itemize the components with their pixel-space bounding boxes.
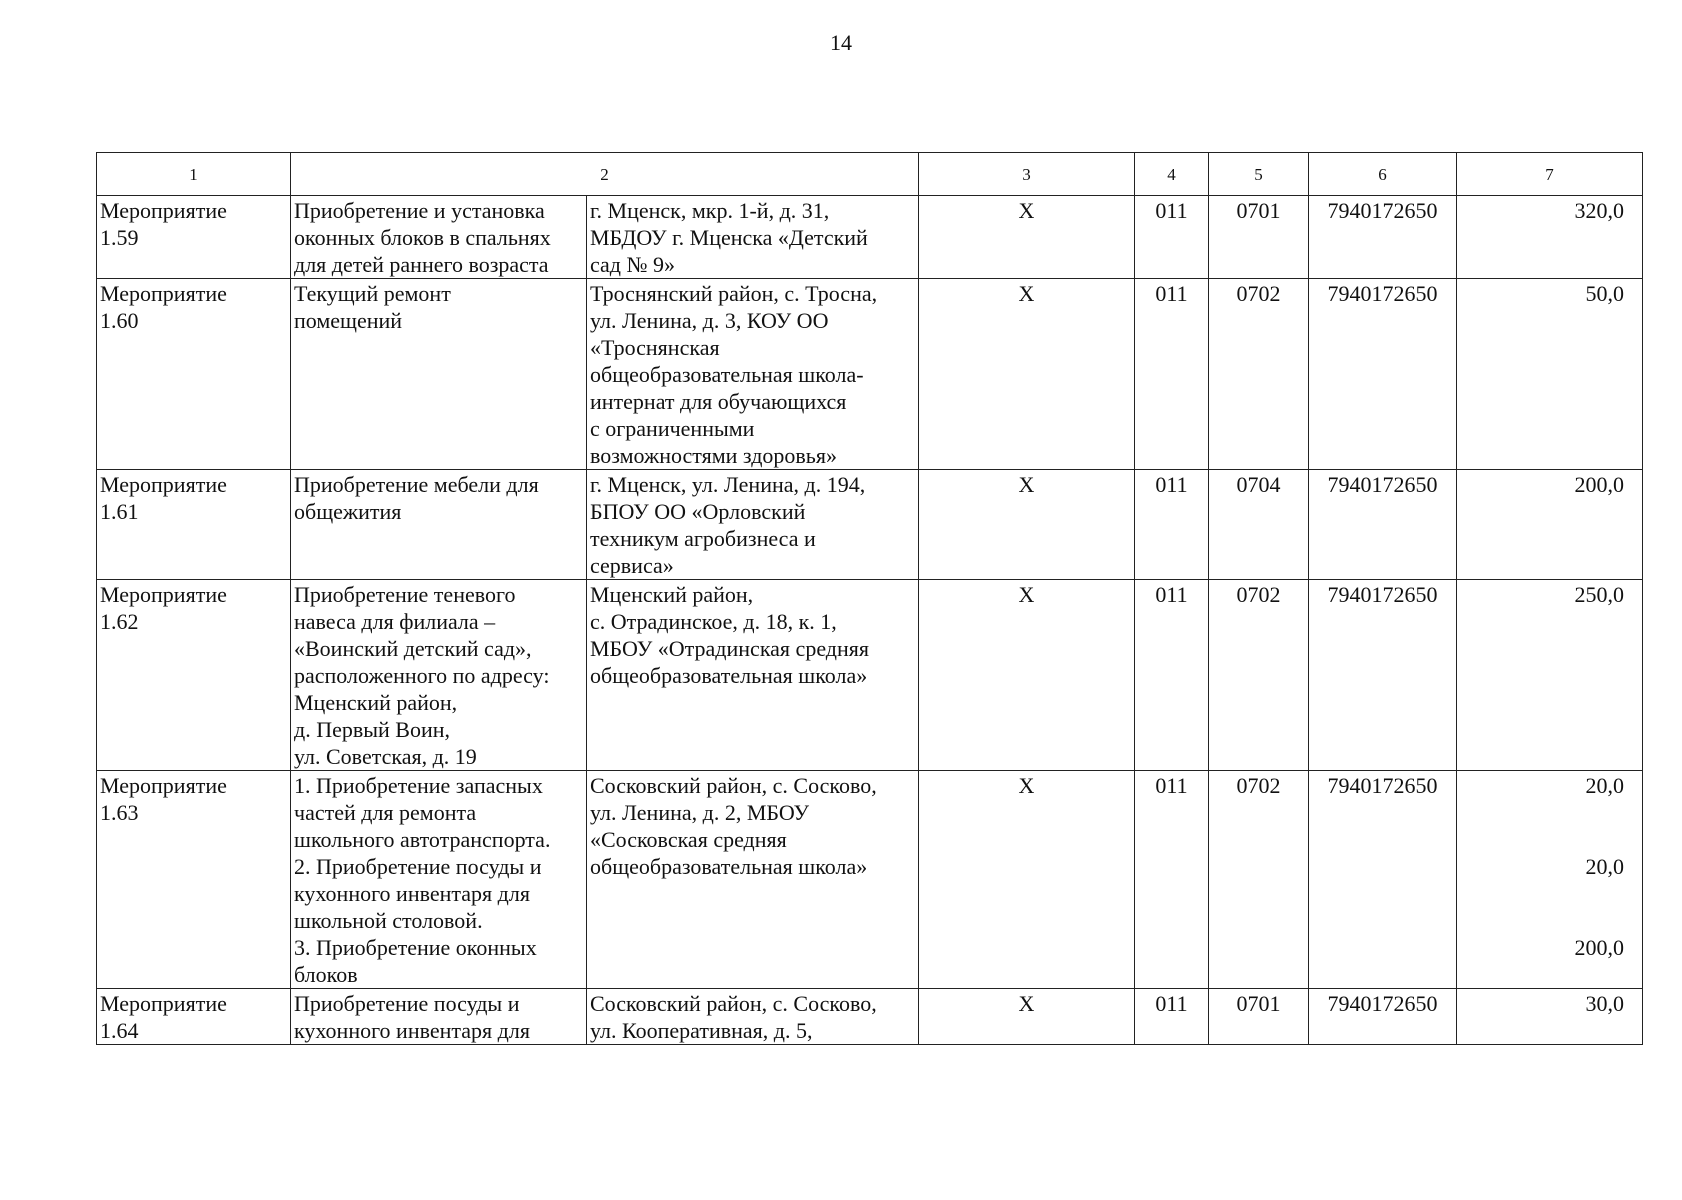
header-col-7: 7 [1457, 153, 1643, 196]
measure-id-cell [97, 470, 291, 580]
col4-cell: 011 [1135, 771, 1209, 989]
budget-table [96, 152, 1643, 1045]
header-col-1: 1 [97, 153, 291, 196]
col6-cell: 7940172650 [1309, 279, 1457, 470]
col3-cell: Х [919, 580, 1135, 771]
measure-description-cell-line: Приобретение мебели для [294, 472, 539, 497]
measure-id-cell-line: Мероприятие [100, 773, 227, 798]
header-col-6: 6 [1309, 153, 1457, 196]
measure-location-cell-line: МБОУ «Отрадинская средняя [590, 636, 869, 661]
measure-description-cell-line: расположенного по адресу: [294, 663, 550, 688]
col6-cell: 7940172650 [1309, 989, 1457, 1045]
measure-description-cell-line: 3. Приобретение оконных [294, 935, 537, 960]
measure-description-cell-line: школьного автотранспорта. [294, 827, 551, 852]
measure-location-cell-line: общеобразовательная школа» [590, 663, 868, 688]
measure-description-cell-line: ул. Советская, д. 19 [294, 744, 477, 769]
measure-location-cell-line: БПОУ ОО «Орловский [590, 499, 806, 524]
measure-location-cell-line: сад № 9» [590, 252, 675, 277]
amount-value: 50,0 [1585, 281, 1624, 306]
measure-id-cell [97, 580, 291, 771]
col5-cell: 0702 [1209, 771, 1309, 989]
measure-id-cell-line: Мероприятие [100, 198, 227, 223]
amount-cell [1457, 470, 1643, 580]
amount-value: 200,0 [1574, 935, 1624, 960]
amount-spacer [1460, 907, 1624, 934]
col3-cell: Х [919, 279, 1135, 470]
measure-id-cell-line: Мероприятие [100, 582, 227, 607]
measure-location-cell [587, 470, 919, 580]
measure-description-cell [291, 196, 587, 279]
amount-value: 20,0 [1585, 773, 1624, 798]
measure-location-cell-line: Сосковский район, с. Сосково, [590, 773, 877, 798]
measure-description-cell-line: Мценский район, [294, 690, 458, 715]
measure-location-cell-line: сервиса» [590, 553, 674, 578]
measure-id-cell-line: Мероприятие [100, 991, 227, 1016]
measure-description-cell-line: для детей раннего возраста [294, 252, 549, 277]
table-row [97, 196, 1643, 279]
measure-description-cell-line: оконных блоков в спальнях [294, 225, 551, 250]
measure-description-cell-line: д. Первый Воин, [294, 717, 451, 742]
measure-description-cell [291, 580, 587, 771]
measure-description-cell-line: школьной столовой. [294, 908, 483, 933]
measure-description-cell [291, 279, 587, 470]
table-row [97, 279, 1643, 470]
header-col-4: 4 [1135, 153, 1209, 196]
measure-id-cell [97, 196, 291, 279]
amount-value: 320,0 [1574, 198, 1624, 223]
amount-spacer [1460, 880, 1624, 907]
col4-cell: 011 [1135, 470, 1209, 580]
measure-description-cell-line: Приобретение посуды и [294, 991, 520, 1016]
measure-description-cell-line: помещений [294, 308, 403, 333]
measure-description-cell-line: кухонного инвентаря для [294, 1018, 530, 1043]
col3-cell: Х [919, 196, 1135, 279]
header-col-2: 2 [291, 153, 919, 196]
col5-cell: 0701 [1209, 989, 1309, 1045]
measure-location-cell-line: ул. Ленина, д. 2, МБОУ [590, 800, 810, 825]
measure-id-cell-line: 1.59 [100, 225, 139, 250]
measure-description-cell-line: Приобретение теневого [294, 582, 516, 607]
measure-id-cell [97, 279, 291, 470]
table-body [97, 196, 1643, 1045]
measure-location-cell-line: Сосковский район, с. Сосково, [590, 991, 877, 1016]
measure-location-cell-line: Троснянский район, с. Тросна, [590, 281, 878, 306]
page-number: 14 [830, 30, 852, 55]
measure-description-cell-line: 2. Приобретение посуды и [294, 854, 542, 879]
measure-description-cell-line: Текущий ремонт [294, 281, 451, 306]
measure-location-cell-line: г. Мценск, ул. Ленина, д. 194, [590, 472, 866, 497]
amount-value: 200,0 [1574, 472, 1624, 497]
amount-cell [1457, 771, 1643, 989]
measure-description-cell-line: Приобретение и установка [294, 198, 545, 223]
col3-cell: Х [919, 771, 1135, 989]
measure-location-cell-line: с. Отрадинское, д. 18, к. 1, [590, 609, 837, 634]
measure-id-cell [97, 989, 291, 1045]
measure-id-cell-line: Мероприятие [100, 472, 227, 497]
col3-cell: Х [919, 989, 1135, 1045]
measure-id-cell-line: Мероприятие [100, 281, 227, 306]
table-row [97, 580, 1643, 771]
measure-location-cell-line: г. Мценск, мкр. 1-й, д. 31, [590, 198, 830, 223]
measure-location-cell-line: общеобразовательная школа» [590, 854, 868, 879]
amount-spacer [1460, 799, 1624, 826]
col6-cell: 7940172650 [1309, 580, 1457, 771]
measure-description-cell-line: частей для ремонта [294, 800, 477, 825]
table-row [97, 989, 1643, 1045]
header-row [97, 153, 1643, 196]
measure-location-cell-line: ул. Ленина, д. 3, КОУ ОО [590, 308, 829, 333]
measure-location-cell-line: интернат для обучающихся [590, 389, 847, 414]
header-col-3: 3 [919, 153, 1135, 196]
measure-location-cell-line: «Троснянская [590, 335, 720, 360]
measure-location-cell-line: МБДОУ г. Мценска «Детский [590, 225, 868, 250]
measure-id-cell [97, 771, 291, 989]
amount-value: 250,0 [1574, 582, 1624, 607]
measure-description-cell-line: кухонного инвентаря для [294, 881, 530, 906]
measure-location-cell-line: возможностями здоровья» [590, 443, 837, 468]
measure-description-cell [291, 470, 587, 580]
col4-cell: 011 [1135, 279, 1209, 470]
measure-location-cell [587, 279, 919, 470]
amount-cell [1457, 196, 1643, 279]
measure-location-cell [587, 580, 919, 771]
amount-value: 20,0 [1585, 854, 1624, 879]
measure-location-cell [587, 196, 919, 279]
col5-cell: 0702 [1209, 279, 1309, 470]
measure-description-cell-line: навеса для филиала – [294, 609, 496, 634]
measure-location-cell-line: общеобразовательная школа- [590, 362, 864, 387]
col4-cell: 011 [1135, 989, 1209, 1045]
measure-id-cell-line: 1.64 [100, 1018, 139, 1043]
amount-spacer [1460, 826, 1624, 853]
col5-cell: 0704 [1209, 470, 1309, 580]
measure-id-cell-line: 1.61 [100, 499, 139, 524]
table-row [97, 771, 1643, 989]
amount-cell [1457, 989, 1643, 1045]
measure-location-cell-line: «Сосковская средняя [590, 827, 787, 852]
amount-value: 30,0 [1585, 991, 1624, 1016]
col3-cell: Х [919, 470, 1135, 580]
measure-location-cell-line: техникум агробизнеса и [590, 526, 816, 551]
col4-cell: 011 [1135, 196, 1209, 279]
measure-description-cell-line: 1. Приобретение запасных [294, 773, 543, 798]
measure-description-cell-line: «Воинский детский сад», [294, 636, 532, 661]
col4-cell: 011 [1135, 580, 1209, 771]
measure-location-cell-line: Мценский район, [590, 582, 754, 607]
header-col-5: 5 [1209, 153, 1309, 196]
measure-id-cell-line: 1.60 [100, 308, 139, 333]
measure-description-cell [291, 989, 587, 1045]
amount-cell [1457, 580, 1643, 771]
measure-location-cell-line: с ограниченными [590, 416, 755, 441]
table-row [97, 470, 1643, 580]
measure-description-cell [291, 771, 587, 989]
col6-cell: 7940172650 [1309, 771, 1457, 989]
col6-cell: 7940172650 [1309, 470, 1457, 580]
measure-location-cell-line: ул. Кооперативная, д. 5, [590, 1018, 813, 1043]
amount-cell [1457, 279, 1643, 470]
col5-cell: 0701 [1209, 196, 1309, 279]
col6-cell: 7940172650 [1309, 196, 1457, 279]
measure-location-cell [587, 989, 919, 1045]
measure-location-cell [587, 771, 919, 989]
measure-id-cell-line: 1.62 [100, 609, 139, 634]
col5-cell: 0702 [1209, 580, 1309, 771]
measure-id-cell-line: 1.63 [100, 800, 139, 825]
measure-description-cell-line: блоков [294, 962, 358, 987]
measure-description-cell-line: общежития [294, 499, 402, 524]
